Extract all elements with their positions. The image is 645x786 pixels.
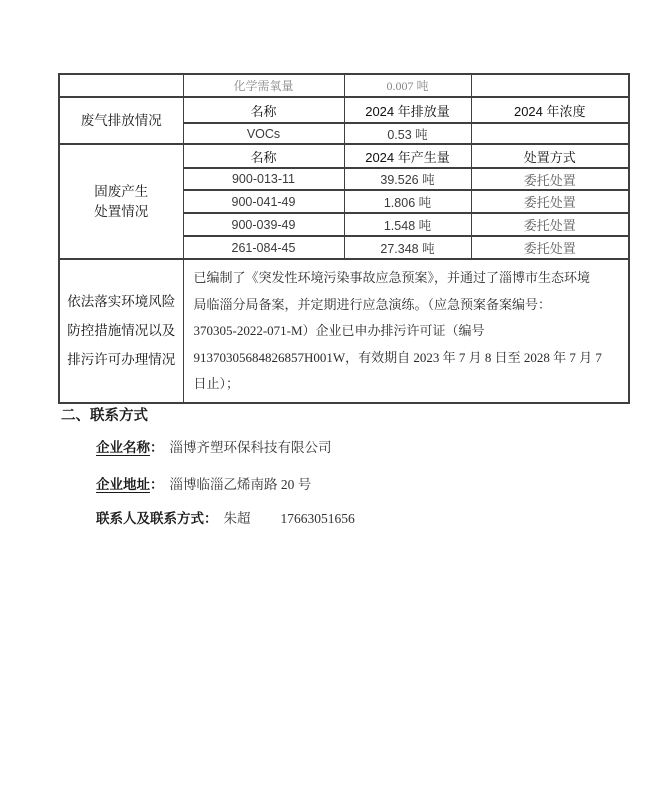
contact-person-name: 朱超 — [223, 511, 251, 526]
solid-header-method: 处置方式 — [471, 144, 629, 168]
table-row-cod — [59, 74, 629, 97]
solid-waste-label-line1: 固废产生 — [94, 183, 149, 199]
solid-1-method-cell: 委托处置 — [471, 168, 629, 190]
solid-2-method-cell: 委托处置 — [471, 190, 629, 213]
risk-text-cell — [183, 259, 629, 403]
solid-1-amount-cell: 39.526 吨 — [344, 168, 471, 190]
risk-text-line1: 已编制了《突发性环境污染事故应急预案》，并通过了淄博市生态环境 — [193, 270, 591, 285]
company-name-label: 企业名称 — [96, 440, 150, 455]
company-name-line — [96, 436, 332, 456]
contact-person-phone: 17663051656 — [280, 511, 355, 526]
risk-text-line4: 91370305684826857H001W，有效期自 2023 年 7 月 8 日至 2028 年 7 月 7 — [193, 349, 602, 365]
risk-text-line5: 日止）； — [193, 376, 240, 391]
gas-header-name: 名称 — [183, 97, 344, 123]
company-address-label: 企业地址 — [96, 477, 150, 492]
solid-waste-section-label — [59, 144, 183, 259]
solid-4-method-cell: 委托处置 — [471, 236, 629, 259]
solid-3-name-cell: 900-039-49 — [183, 213, 344, 236]
cod-row-spacer-cell — [59, 74, 183, 97]
contact-person-colon: ： — [204, 511, 218, 526]
gas-header-amount: 2024 年排放量 — [344, 97, 471, 123]
solid-waste-label-line2: 处置情况 — [94, 203, 149, 219]
table-row-risk — [59, 259, 629, 403]
company-address-colon: ： — [150, 477, 164, 492]
risk-section-label — [59, 259, 183, 403]
solid-2-amount-cell: 1.806 吨 — [344, 190, 471, 213]
solid-4-name-cell: 261-084-45 — [183, 236, 344, 259]
company-address-line — [96, 473, 311, 493]
company-name-colon: ： — [150, 440, 164, 455]
risk-text-line2: 局临淄分局备案，并定期进行应急演练。（应急预案备案编号： — [193, 296, 552, 312]
risk-text-line3: 370305-2022-071-M）企业已申办排污许可证（编号 — [193, 323, 485, 338]
solid-header-amount: 2024 年产生量 — [344, 144, 471, 168]
vocs-concentration-cell — [471, 123, 629, 144]
gas-header-concentration: 2024 年浓度 — [471, 97, 629, 123]
risk-label-line2: 防控措施情况以及 — [67, 323, 176, 339]
table-row-gas-header — [59, 97, 629, 123]
environment-info-table — [58, 73, 628, 404]
contact-person-line — [96, 507, 355, 527]
solid-4-amount-cell: 27.348 吨 — [344, 236, 471, 259]
cod-empty-cell — [471, 74, 629, 97]
cod-name-cell: 化学需氧量 — [183, 74, 344, 97]
solid-3-method-cell: 委托处置 — [471, 213, 629, 236]
risk-label-line1: 依法落实环境风险 — [67, 294, 176, 310]
contact-person-label: 联系人及联系方式 — [96, 511, 204, 526]
cod-value-cell: 0.007 吨 — [344, 74, 471, 97]
company-name-value: 淄博齐塑环保科技有限公司 — [169, 440, 332, 455]
solid-3-amount-cell: 1.548 吨 — [344, 213, 471, 236]
contact-section-heading: 二、联系方式 — [61, 408, 148, 424]
vocs-amount-cell: 0.53 吨 — [344, 123, 471, 144]
table-row-solid-header — [59, 144, 629, 168]
waste-gas-section-label: 废气排放情况 — [59, 97, 183, 144]
company-address-value: 淄博临淄乙烯南路 20 号 — [169, 477, 312, 492]
solid-1-name-cell: 900-013-11 — [183, 168, 344, 190]
solid-2-name-cell: 900-041-49 — [183, 190, 344, 213]
solid-header-name: 名称 — [183, 144, 344, 168]
vocs-name-cell: VOCs — [183, 123, 344, 144]
risk-label-line3: 排污许可办理情况 — [67, 352, 176, 368]
